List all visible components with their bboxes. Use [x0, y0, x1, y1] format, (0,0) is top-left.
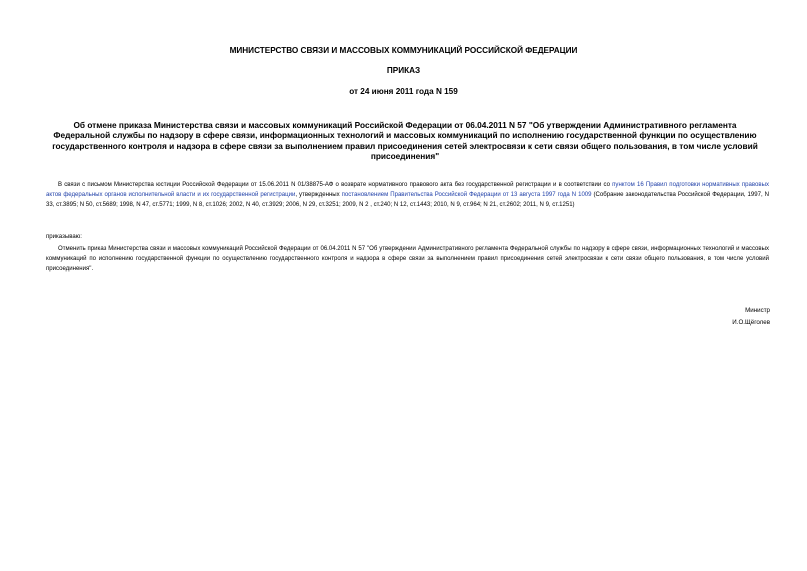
document-title: Об отмене приказа Министерства связи и массовых коммуникаций Российской Федерации от 06.04.2011 N 57 "Об утверждении Административного регламента Федеральной службы по надзору в сфере связи, информационных технологий и массовых коммуникаций по исполнению государственной функции по осуществлению государственного контроля и надзора в сфере связи за выполнением правил присоединения сетей электросвязи к сети связи общего пользования, в том числе условий присоединения" [52, 120, 758, 161]
preamble-text-2: , утвержденных [295, 192, 342, 198]
order-heading: ПРИКАЗ [386, 66, 421, 75]
order-clause: Отменить приказ Министерства связи и массовых коммуникаций Российской Федерации от 06.04.2011 N 57 "Об утверждении Административного регламента Федеральной службы по надзору в сфере связи, информационных технологий и массовых коммуникаций по исполнению государственной функции по осуществлению государственного контроля и надзора в сфере связи за выполнением правил присоединения сетей электросвязи к сети связи общего пользования, в том числе условий присоединения". [46, 246, 769, 272]
ordering-word: приказываю: [46, 234, 82, 240]
government-decree-link[interactable]: постановлением Правительства Российской Федерации от 13 августа 1997 года N 1009 [341, 192, 592, 198]
ministry-heading: МИНИСТЕРСТВО СВЯЗИ И МАССОВЫХ КОММУНИКАЦИЙ РОССИЙСКОЙ ФЕДЕРАЦИИ [229, 46, 578, 55]
rules-link[interactable]: пунктом 16 Правил подготовки нормативных правовых актов федеральных органов исполнительной власти и их государственной регистрации [46, 182, 770, 198]
signatory-title: Министр [745, 307, 770, 314]
signatory-name: И.О.Щёголев [732, 319, 770, 326]
preamble-text-3: (Собрание законодательства Российской Федерации, 1997, N 33, ст.3895; N 50, ст.5689; 1998, N 47, ст.5771; 1999, N 8, ст.1026; 2002, N 40, ст.3929; 2006, N 29, ст.3251; 2009, N 2 , ст.240; N 12, ст.1443; 2010, N 9, ст.964; N 21, ст.2602; 2011, N 9, ст.1251) [46, 192, 769, 208]
preamble-text-1: В связи с письмом Министерства юстиции Российской Федерации от 15.06.2011 N 01/38875-АФ о возврате нормативного правового акта без государственной регистрации и в соответствии со [58, 182, 613, 188]
preamble-paragraph [46, 180, 769, 210]
order-date: от 24 июня 2011 года N 159 [349, 87, 458, 96]
